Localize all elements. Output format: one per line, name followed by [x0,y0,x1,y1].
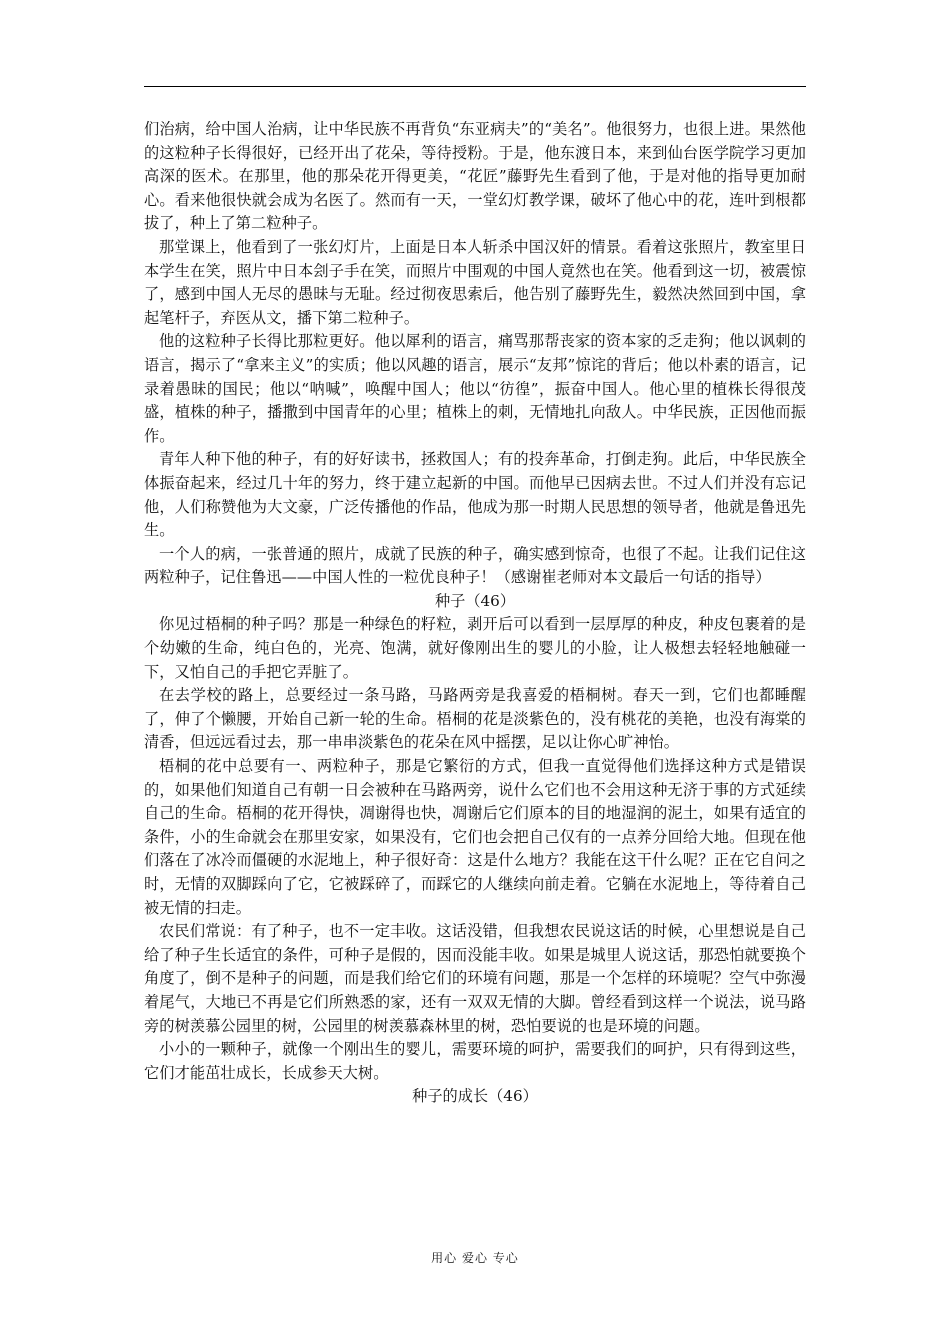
paragraph: 小小的一颗种子，就像一个刚出生的婴儿，需要环境的呵护，需要我们的呵护，只有得到这些，它们才能茁壮成长，长成参天大树。 [144,1040,806,1082]
paragraph: 们治病，给中国人治病，让中华民族不再背负“东亚病夫”的“美名”。他很努力，也很上进。果然他的这粒种子长得很好，已经开出了花朵，等待授粉。于是，他东渡日本，来到仙台医学院学习更加高深的医术。在那里，他的那朵花开得更美，“花匠”藤野先生看到了他，于是对他的指导更加耐心。看来他很快就会成为名医了。然而有一天，一堂幻灯教学课，破坏了他心中的花，连叶到根都拔了，种上了第二粒种子。 [144,120,806,233]
section-title: 种子（46） [434,591,516,610]
header-rule [144,86,806,87]
page-footer: 用心 爱心 专心 [431,1251,519,1265]
paragraph: 他的这粒种子长得比那粒更好。他以犀利的语言，痛骂那帮丧家的资本家的乏走狗；他以讽刺的语言，揭示了“拿来主义”的实质；他以风趣的语言，展示“友邦”惊诧的背后；他以朴素的语言，记录着愚昧的国民；他以“呐喊”，唤醒中国人；他以“彷徨”，振奋中国人。他心里的植株长得很茂盛，植株的种子，播撒到中国青年的心里；植株上的刺，无情地扎向敌人。中华民族，正因他而振作。 [144,332,806,445]
paragraph: 那堂课上，他看到了一张幻灯片，上面是日本人斩杀中国汉奸的情景。看着这张照片，教室里日本学生在笑，照片中日本刽子手在笑，而照片中围观的中国人竟然也在笑。他看到这一切，被震惊了，感到中国人无尽的愚昧与无耻。经过彻夜思索后，他告别了藤野先生，毅然决然回到中国，拿起笔杆子，弃医从文，播下第二粒种子。 [144,237,806,327]
paragraph: 在去学校的路上，总要经过一条马路，马路两旁是我喜爱的梧桐树。春天一到，它们也都睡醒了，伸了个懒腰，开始自己新一轮的生命。梧桐的花是淡紫色的，没有桃花的美艳，也没有海棠的清香，但远远看过去，那一串串淡紫色的花朵在风中摇摆，足以让你心旷神怡。 [144,686,806,752]
article-body [144,118,806,1109]
paragraph: 一个人的病，一张普通的照片，成就了民族的种子，确实感到惊奇，也很了不起。让我们记住这两粒种子，记住鲁迅——中国人性的一粒优良种子！（感谢崔老师对本文最后一句话的指导） [144,544,806,587]
paragraph: 农民们常说：有了种子，也不一定丰收。这话没错，但我想农民说这话的时候，心里想说是自己给了种子生长适宜的条件，可种子是假的，因而没能丰收。如果是城里人说这话，那恐怕就要换个角度了，倒不是种子的问题，而是我们给它们的环境有问题，那是一个怎样的环境呢？空气中弥漫着尾气，大地已不再是它们所熟悉的家，还有一双双无情的大脚。曾经看到这样一个说法，说马路旁的树羡慕公园里的树，公园里的树羡慕森林里的树，恐怕要说的也是环境的问题。 [144,922,806,1035]
paragraph: 你见过梧桐的种子吗？那是一种绿色的籽粒，剥开后可以看到一层厚厚的种皮，种皮包裹着的是个幼嫩的生命，纯白色的，光亮、饱满，就好像刚出生的婴儿的小脸，让人极想去轻轻地触碰一下，又怕自己的手把它弄脏了。 [144,615,806,681]
section-title: 种子的成长（46） [412,1087,538,1106]
paragraph: 梧桐的花中总要有一、两粒种子，那是它繁衍的方式，但我一直觉得他们选择这种方式是错误的，如果他们知道自己有朝一日会被种在马路两旁，说什么它们也不会用这种无济于事的方式延续自己的生命。梧桐的花开得快，凋谢得也快，凋谢后它们原本的目的地湿润的泥土，如果有适宜的条件，小的生命就会在那里安家，如果没有，它们也会把自己仅有的一点养分回给大地。但现在他们落在了冰冷而僵硬的水泥地上，种子很好奇：这是什么地方？我能在这干什么呢？正在它自问之时，无情的双脚踩向了它，它被踩碎了，而踩它的人继续向前走着。它躺在水泥地上，等待着自己被无情的扫走。 [144,757,806,917]
paragraph: 青年人种下他的种子，有的好好读书，拯救国人；有的投奔革命，打倒走狗。此后，中华民族全体振奋起来，经过几十年的努力，终于建立起新的中国。而他早已因病去世。不过人们并没有忘记他，人们称赞他为大文豪，广泛传播他的作品，他成为那一时期人民思想的领导者，他就是鲁迅先生。 [144,450,806,540]
